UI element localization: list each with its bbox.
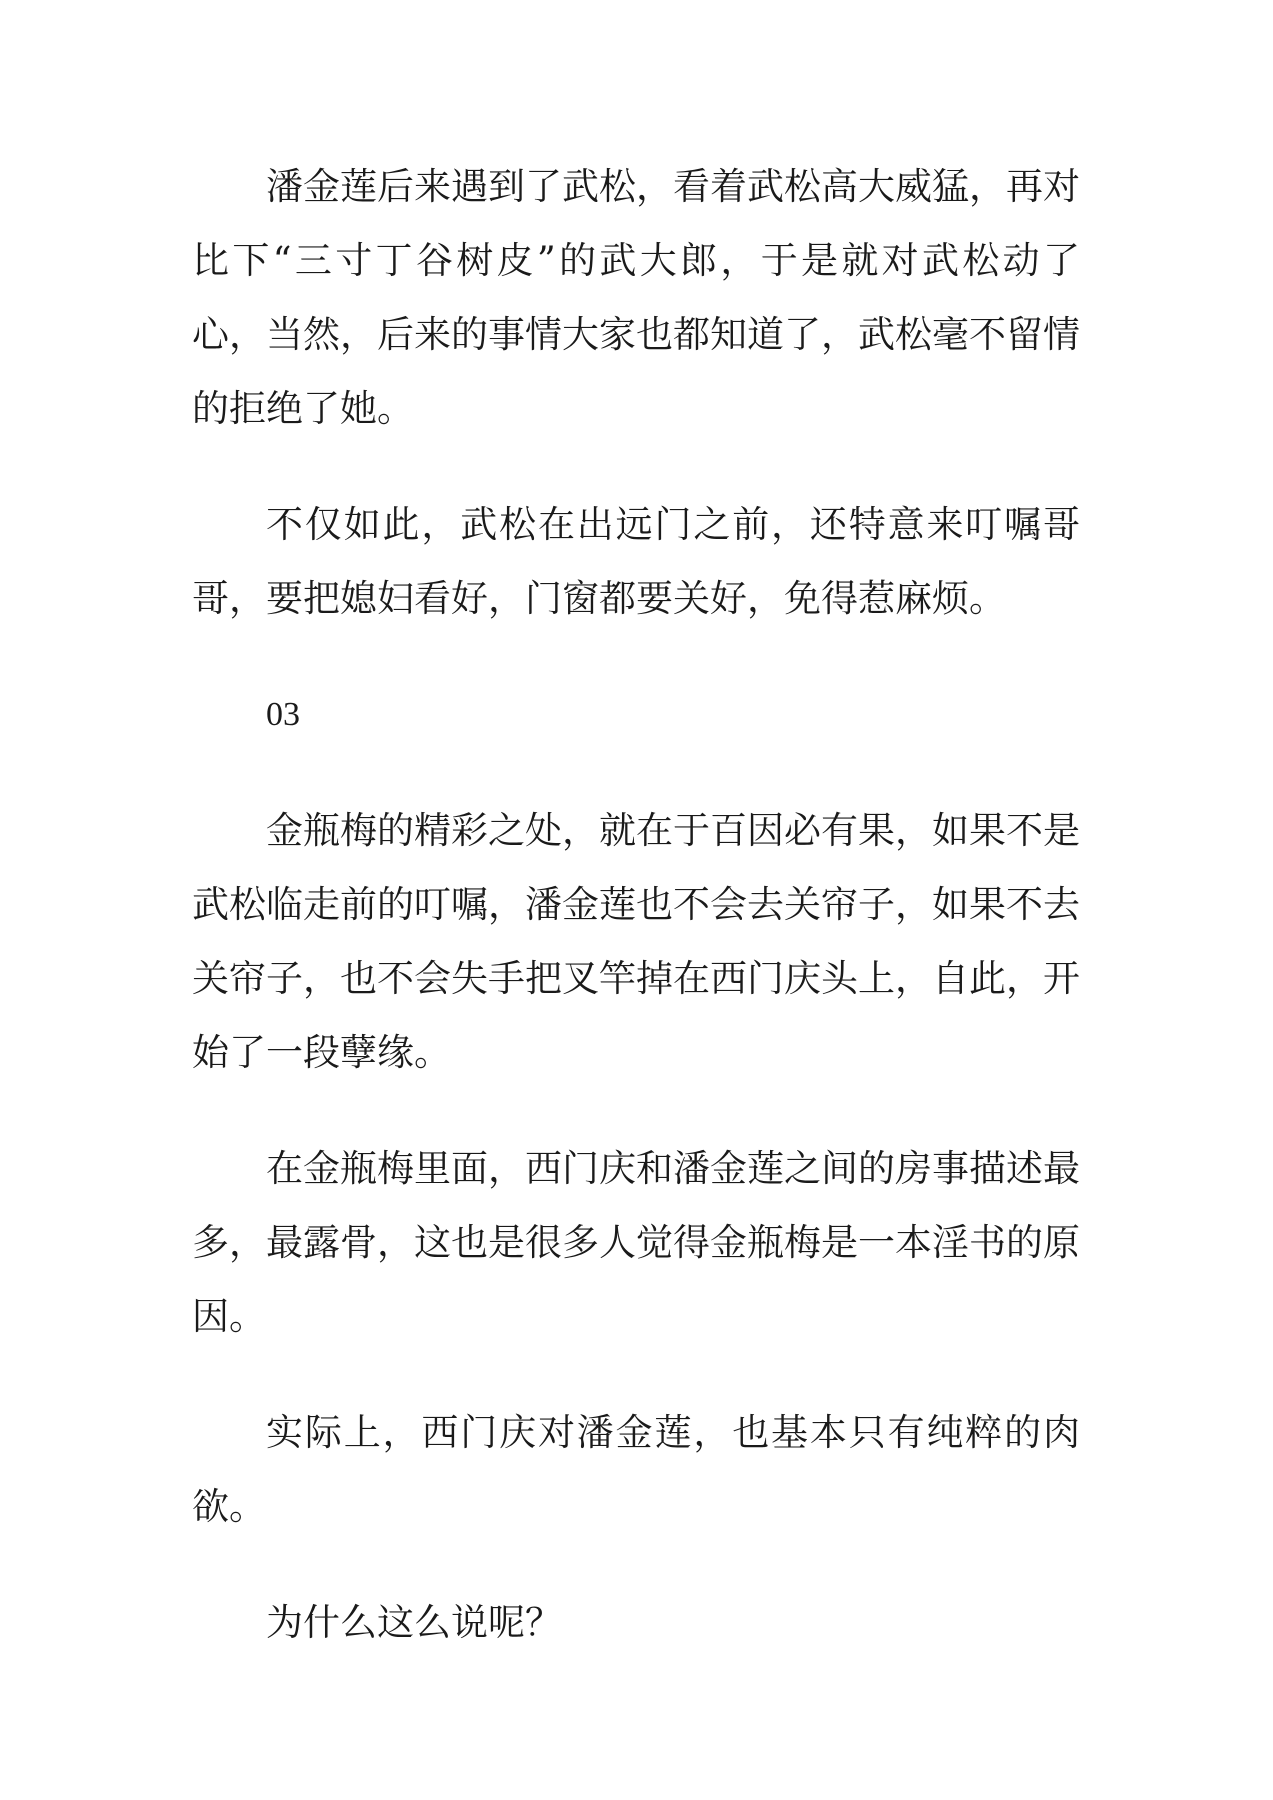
paragraph-6: 为什么这么说呢？: [266, 1601, 562, 1644]
section-number: 03: [266, 696, 300, 733]
paragraph-2: 不仅如此，武松在出远门之前，还特意来叮嘱哥哥，要把媳妇看好，门窗都要关好，免得惹麻烦。: [192, 503, 1080, 620]
paragraph-4: 在金瓶梅里面，西门庆和潘金莲之间的房事描述最多，最露骨，这也是很多人觉得金瓶梅是一本淫书的原因。: [192, 1147, 1080, 1338]
paragraph-1: 潘金莲后来遇到了武松，看着武松高大威猛，再对比下“三寸丁谷树皮”的武大郎，于是就对武松动了心，当然，后来的事情大家也都知道了，武松毫不留情的拒绝了她。: [192, 165, 1080, 430]
paragraph-3: 金瓶梅的精彩之处，就在于百因必有果，如果不是武松临走前的叮嘱，潘金莲也不会去关帘子，如果不去关帘子，也不会失手把叉竿掉在西门庆头上，自此，开始了一段孽缘。: [192, 809, 1080, 1074]
document-body: [192, 150, 1080, 1702]
paragraph-5: 实际上，西门庆对潘金莲，也基本只有纯粹的肉欲。: [192, 1411, 1080, 1528]
